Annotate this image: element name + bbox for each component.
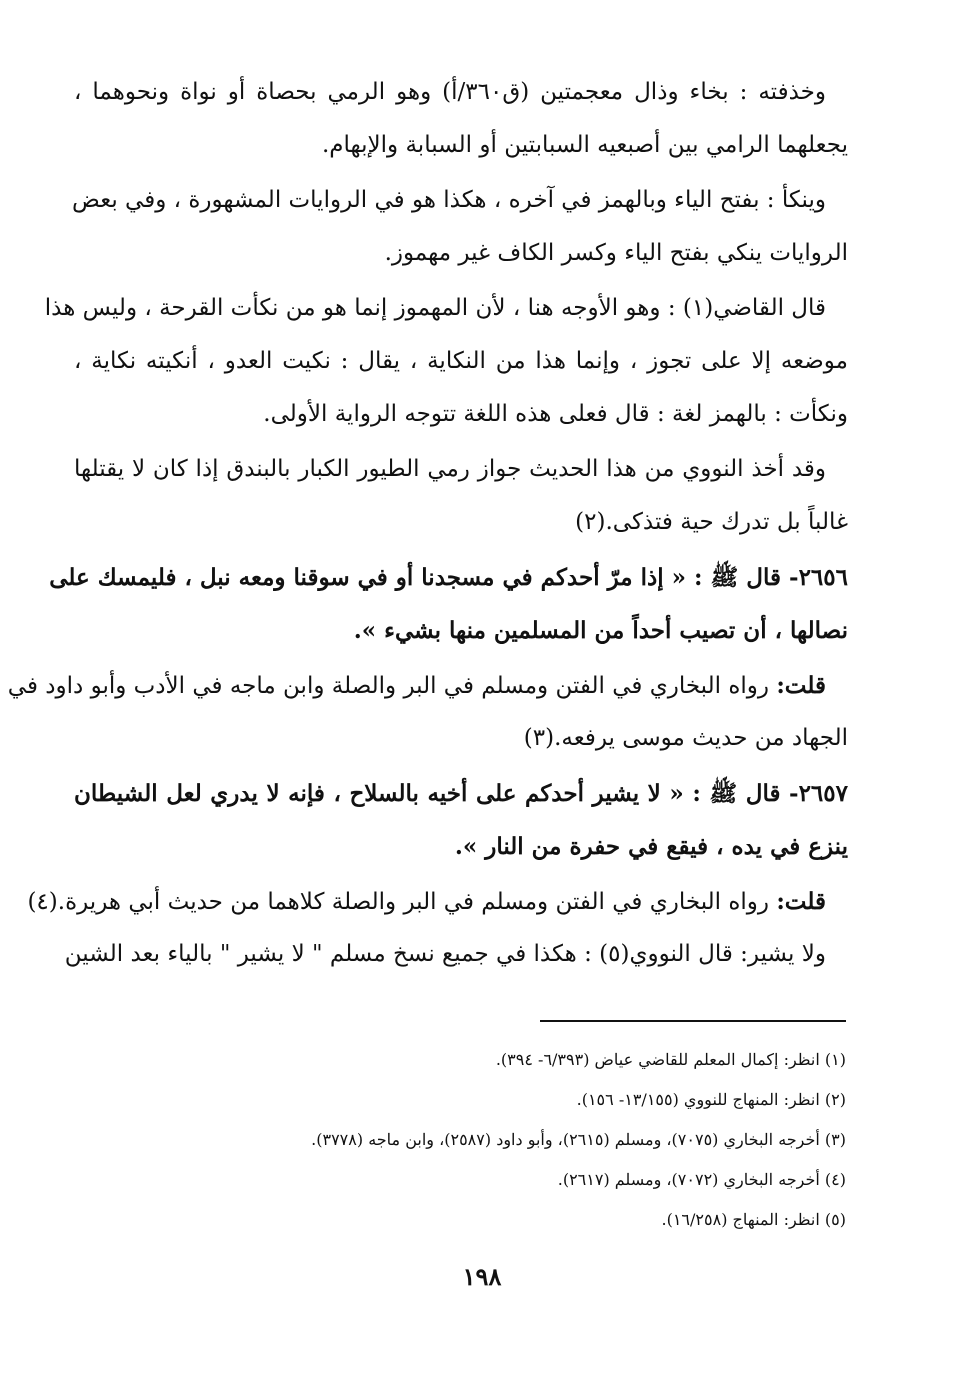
text-line: الروايات ينكي بفتح الياء وكسر الكاف غير مهموز. [384,240,848,266]
hadith-line: ٢٦٥٦- قال ﷺ : « إذا مرّ أحدكم في مسجدنا أو في سوقنا ومعه نبل ، فليمسك على [49,564,848,591]
commentary-text: رواه البخاري في الفتن ومسلم في البر والصلة كلاهما من حديث أبي هريرة.(٤) [27,889,769,915]
commentary-line [27,875,848,928]
footnote: (٣) أخرجه البخاري (٧٠٧٥)، ومسلم (٢٦١٥)، وأبو داود (٢٥٨٧)، وابن ماجه (٣٧٧٨). [311,1130,846,1149]
text-line: ولا يشير: قال النووي(٥) : هكذا في جميع نسخ مسلم " لا يشير " بالياء بعد الشين [64,941,826,967]
footnote: (٥) انظر: المنهاج (١٦/٢٥٨). [661,1210,846,1229]
qult-label: قلت: [776,672,826,699]
commentary-text: رواه البخاري في الفتن ومسلم في البر والصلة وابن ماجه في الأدب وأبو داود في [7,673,769,699]
hadith-line: ينزع في يده ، فيقع في حفرة من النار ». [454,833,848,860]
text-line: وخذفته : بخاء وذال معجمتين (ق٣٦٠/أ) وهو الرمي بحصاة أو نواة ونحوهما ، [74,79,826,105]
commentary-line [7,659,848,712]
footnote: (٢) انظر: المنهاج للنووي (١٣/١٥٥- ١٥٦). [576,1090,846,1109]
text-line: وينكأ : بفتح الياء وبالهمز في آخره ، هكذا هو في الروايات المشهورة ، وفي بعض [72,187,826,213]
qult-label: قلت: [776,888,826,915]
text-line: غالباً بل تدرك حية فتذكى.(٢) [575,509,848,535]
text-line: الجهاد من حديث موسى يرفعه.(٣) [523,725,848,751]
footnote: (٤) أخرجه البخاري (٧٠٧٢)، ومسلم (٢٦١٧). [557,1170,846,1189]
hadith-line: ٢٦٥٧- قال ﷺ : « لا يشير أحدكم على أخيه بالسلاح ، فإنه لا يدري لعل الشيطان [74,780,848,807]
footnote: (١) انظر: إكمال المعلم للقاضي عياض (٦/٣٩٣- ٣٩٤). [495,1050,846,1069]
footnotes [160,1040,846,1240]
page-number: ١٩٨ [462,1262,502,1291]
text-line: موضعه إلا على تجوز ، وإنما هذا من النكاية ، يقال : نكيت العدو ، أنكيته نكاية ، [74,348,848,374]
footnote-divider [540,1020,846,1022]
text-line: يجعلهما الرامي بين أصبعيه السبابتين أو السبابة والإبهام. [321,132,848,158]
text-line: وقد أخذ النووي من هذا الحديث جواز رمي الطيور الكبار بالبندق إذا كان لا يقتلها [74,456,826,482]
hadith-line: نصالها ، أن تصيب أحداً من المسلمين منها بشيء ». [353,617,848,644]
text-line: قال القاضي(١) : وهو الأوجه هنا ، لأن المهموز إنما هو من نكأت القرحة ، وليس هذا [44,295,826,321]
main-text [7,66,848,981]
text-line: ونكأت : بالهمز لغة : قال فعلى هذه اللغة تتوجه الرواية الأولى. [263,401,848,427]
